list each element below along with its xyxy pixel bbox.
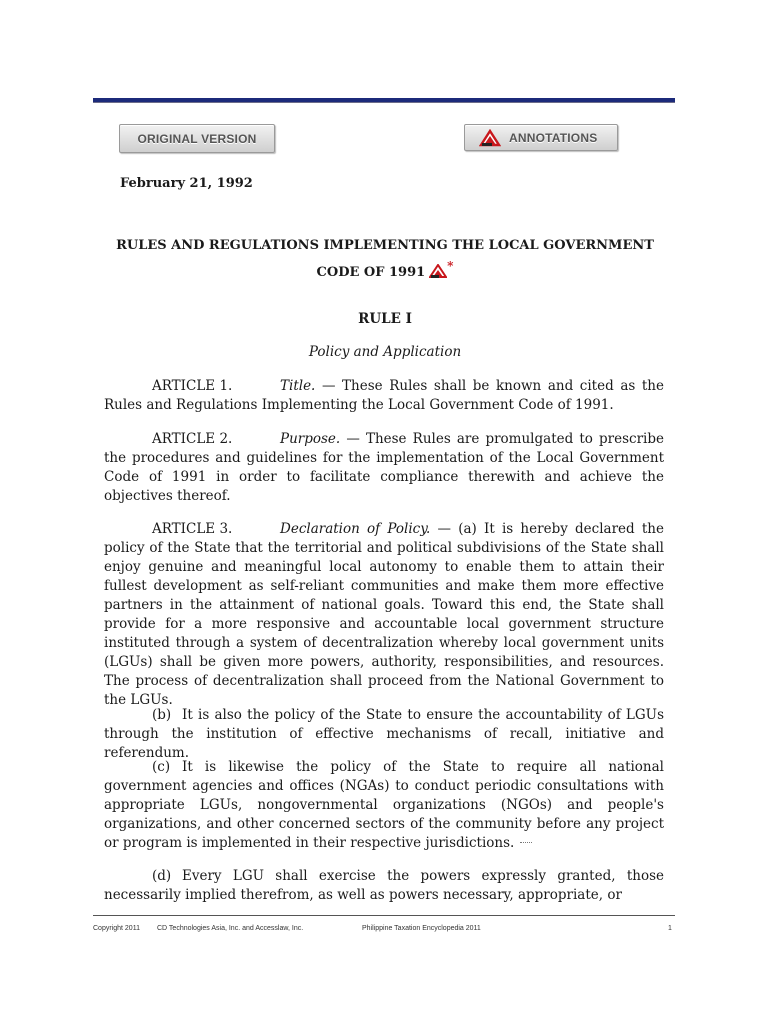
title-line-2-text: CODE OF 1991 <box>316 265 426 280</box>
article-2-heading: Purpose. <box>280 431 341 447</box>
title-line-1: RULES AND REGULATIONS IMPLEMENTING THE LOCAL GOVERNMENT <box>116 238 654 253</box>
article-2 <box>104 430 664 506</box>
annotations-label: ANNOTATIONS <box>509 130 598 145</box>
annotation-link-icon[interactable] <box>429 264 447 285</box>
article-2-text: — These Rules are promulgated to prescribe the procedures and guidelines for the implementation of the Local Government Code of 1991 in order to facilitate compliance therewith and achieve the objectives thereof. <box>104 431 664 504</box>
subparagraph-c-label: (c) <box>152 759 171 775</box>
title-line-2 <box>100 256 670 285</box>
article-2-label: ARTICLE 2. <box>152 431 233 447</box>
subparagraph-d-label: (d) <box>152 868 172 884</box>
subparagraph-b-label: (b) <box>152 707 172 723</box>
note-link-icon[interactable] <box>520 842 532 845</box>
article-1-label: ARTICLE 1. <box>152 378 233 394</box>
article-1 <box>104 377 664 415</box>
header-rule <box>93 98 675 103</box>
annotations-button[interactable] <box>464 124 618 151</box>
document-title <box>100 236 670 285</box>
subparagraph-d-text: Every LGU shall exercise the powers expressly granted, those necessarily implied therefrom, as well as powers necessary, appropriate, or <box>104 868 664 903</box>
subparagraph-c <box>104 758 664 853</box>
footer-owner: CD Technologies Asia, Inc. and Accesslaw, Inc. <box>157 925 304 932</box>
subparagraph-b <box>104 706 664 763</box>
footer-publication: Philippine Taxation Encyclopedia 2011 <box>362 925 481 932</box>
subparagraph-c-text: It is likewise the policy of the State to require all national government agencies and offices (NGAs) to conduct periodic consultations with appropriate LGUs, nongovernmental organizations (NGOs) and people's organizations, and other concerned sectors of the community before any project or program is implemented in their respective jurisdictions. <box>104 759 664 851</box>
original-version-button[interactable] <box>119 124 275 153</box>
footer-rule <box>93 915 675 916</box>
rule-heading: RULE I <box>358 311 412 327</box>
article-1-heading: Title. <box>280 378 316 394</box>
document-date: February 21, 1992 <box>120 176 253 191</box>
article-3 <box>104 520 664 710</box>
article-3-heading: Declaration of Policy. <box>280 521 431 537</box>
rule-subheading: Policy and Application <box>308 344 462 360</box>
article-3-text: — (a) It is hereby declared the policy of the State that the territorial and political subdivisions of the State shall enjoy genuine and meaningful local autonomy to enable them to attain their fullest development as self-reliant communities and make them more effective partners in the attainment of national goals. Toward this end, the State shall provide for a more responsive and accountable local government structure instituted through a system of decentralization whereby local government units (LGUs) shall be given more powers, authority, responsibilities, and resources. The process of decentralization shall proceed from the National Government to the LGUs. <box>104 521 664 708</box>
original-version-label: ORIGINAL VERSION <box>137 131 257 146</box>
article-3-label: ARTICLE 3. <box>152 521 233 537</box>
footer-copyright: Copyright 2011 <box>93 925 140 932</box>
annotations-icon <box>479 129 501 147</box>
subparagraph-d <box>104 867 664 905</box>
subparagraph-b-text: It is also the policy of the State to ensure the accountability of LGUs through the institution of effective mechanisms of recall, initiative and referendum. <box>104 707 664 761</box>
title-asterisk: * <box>447 259 454 273</box>
footer-page-number: 1 <box>668 925 672 932</box>
article-1-text: — These Rules shall be known and cited as the Rules and Regulations Implementing the Local Government Code of 1991. <box>104 378 664 413</box>
